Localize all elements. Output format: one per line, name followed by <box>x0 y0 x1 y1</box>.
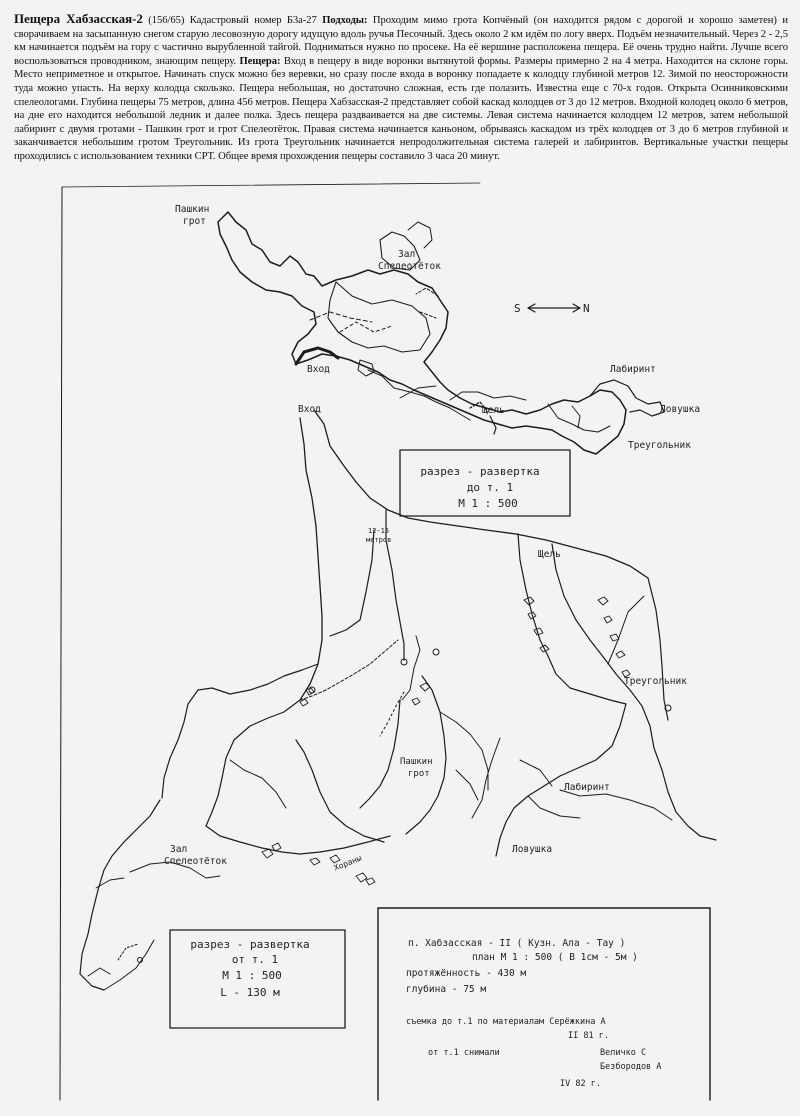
plan-label-vkhod: Вход <box>307 364 330 375</box>
sheet-top-edge <box>62 183 480 187</box>
section-label-pashkin-2: грот <box>408 769 430 779</box>
info-survey-1: съемка до т.1 по материалам Серёжкина А <box>406 1017 606 1027</box>
info-surveyor-1: Величко С <box>600 1048 647 1058</box>
legend-bottom-line2: от т. 1 <box>231 953 279 966</box>
legend-bottom-line3: М 1 : 500 <box>222 969 282 982</box>
compass-label-s: S <box>514 302 521 315</box>
plan-label-zal-2: Спелеотёток <box>378 261 441 272</box>
legend-top-line2: до т. 1 <box>466 481 514 494</box>
legend-top-line1: разрез - развертка <box>420 465 540 478</box>
legend-bottom-line4: L - 130 м <box>220 986 280 999</box>
legend-top-line3: М 1 : 500 <box>458 497 518 510</box>
info-plan: план М 1 : 500 ( В 1см - 5м ) <box>472 952 638 963</box>
cadastre-number: Кадастровый номер Б3а-27 <box>189 15 317 26</box>
section-label-vkhod: Вход <box>298 404 321 415</box>
legend-bottom-line1: разрез - развертка <box>190 938 310 951</box>
plan-label-labirint: Лабиринт <box>610 364 656 375</box>
section-label-shchel: Щель <box>538 549 561 560</box>
section-label-lovushka: Ловушка <box>512 844 553 855</box>
plan-label-lovushka: Ловушка <box>660 404 701 415</box>
plan-label-pashkin-2: грот <box>183 216 206 227</box>
section-label-pashkin-1: Пашкин <box>400 757 433 767</box>
section-label-labirint: Лабиринт <box>564 782 610 793</box>
section-label-zal-1: Зал <box>170 844 188 855</box>
plan-label-treugolnik: Треугольник <box>628 440 691 451</box>
cave-text: Вход в пещеру в виде воронки вытянутой формы. Размеры примерно 2 на 4 метра. Находится на склоне горы. Место неприметное и открытое. Начинать спуск можно без веревки, но сразу после входа в воронку попадаете к колодцу глубиной метров 12. Зимой по неосторожности туда можно упасть. На верху колодца скользко. Пещера небольшая, но достаточно сложная, есть где полазить. Известна еще с 70-х годов. Открыта Осинниковскими спелеологами. Глубина пещеры 75 метров, длина 456 метров. Пещера Хабзасская-2 представляет собой каскад колодцев от 3 до 12 метров. Входной колодец около 6 метров, на дне его находится небольшой ледник и далее полка. Здесь пещера раздваивается на две системы. Левая система начинается колодцем 12 метров, затем небольшой лабиринт с двумя гротами - Пашкин грот и грот Спелеотёток. Правая система начинается каньоном, обрываясь каскадом из трёх колодцев от 3 до 6 метров глубиной и заканчивается небольшим гротом Треугольник. Из грота Треугольник начинается непродолжительная система галерей и лабиринтов. Вертикальные участки пещеры проходились с использованием техники СРТ. Общее время прохождения пещеры составило 3 часа 20 минут. <box>14 55 788 162</box>
info-length: протяжённость - 430 м <box>406 968 527 979</box>
info-surveyor-2: Безбородов А <box>600 1062 662 1072</box>
compass-arrow <box>528 304 580 312</box>
section-outline <box>80 410 716 990</box>
cave-code: (156/65) <box>148 15 185 26</box>
approaches-label: Подходы: <box>322 15 368 26</box>
plan-label-shchel: щель <box>482 405 505 416</box>
rubble-blocks <box>262 597 630 885</box>
plan-label-zal-1: Зал <box>398 249 416 260</box>
compass-label-n: N <box>583 302 590 315</box>
cave-title: Пещера Хабзасская-2 <box>14 11 143 26</box>
info-title: п. Хабзасская - II ( Кузн. Ала - Тау ) <box>408 938 626 949</box>
section-label-depth-2: метров <box>366 536 392 544</box>
section-label-depth-1: 12-15 <box>368 527 390 535</box>
info-depth: глубина - 75 м <box>406 984 487 995</box>
info-survey-2: от т.1 снимали <box>428 1048 500 1058</box>
sheet-left-edge <box>60 187 62 1100</box>
section-label-zal-2: Спелеотёток <box>164 856 227 867</box>
plan-outline <box>218 212 664 454</box>
survey-points <box>138 649 672 963</box>
info-survey-1-year: II 81 г. <box>568 1031 609 1041</box>
approaches-text: Проходим мимо грота Копчёный (он находится рядом с дорогой и хорошо заметен) и сворачиваем на засыпанную снегом старую лесовозную дорогу идущую вдоль ручья Песочный. Здесь около 2 км идём по логу вверх. Подъём незначительный. Через 2 - 2,5 км начинается подъём на гору с частично вырубленной тайгой. Подниматься нужно по просеке. На её вершине расположена пещера. Её очень трудно найти. Лучше всего воспользоваться проводником, знающим пещеру. <box>14 15 788 67</box>
info-survey-2-year: IV 82 г. <box>560 1079 601 1089</box>
cave-label: Пещера: <box>239 55 281 67</box>
section-label-horany: Хораны <box>332 853 363 873</box>
plan-label-pashkin-1: Пашкин <box>175 204 210 215</box>
section-label-treugolnik: Треугольник <box>624 676 687 687</box>
